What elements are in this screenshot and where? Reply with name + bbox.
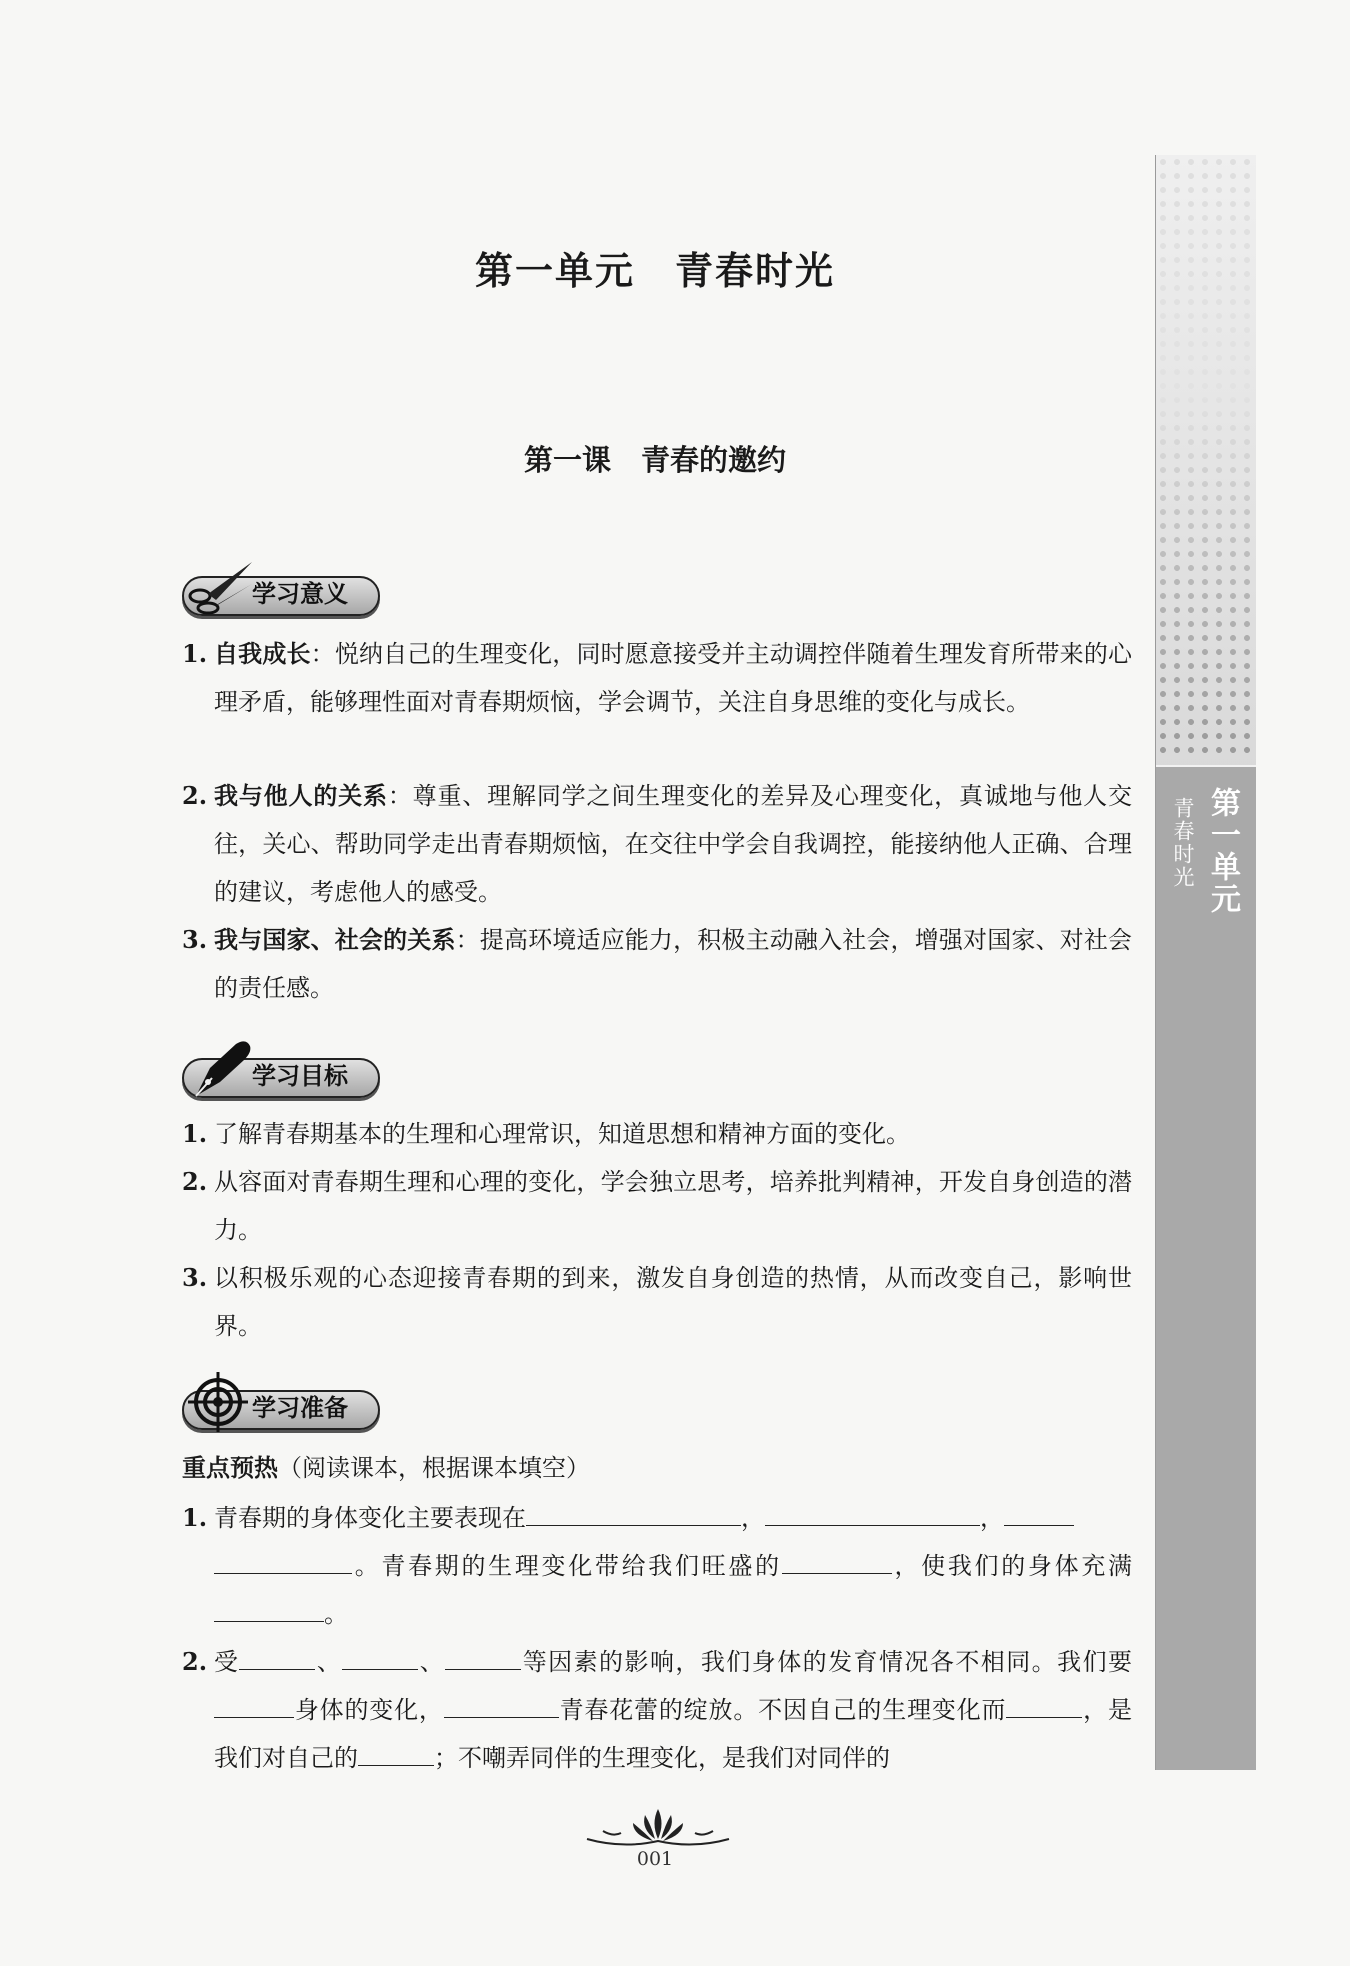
section-title: 学习目标 <box>252 1062 348 1090</box>
side-tab <box>1155 155 1256 1770</box>
question-text: 、 <box>418 1648 446 1676</box>
item-text: ：尊重、理解同学之间生理变化的差异及心理变化，真诚地与他人交往，关心、帮助同学走出青春期烦恼，在交往中学会自我调控，能接纳他人正确、合理的建议，考虑他人的感受。 <box>214 782 1133 906</box>
item-term: 自我成长 <box>214 640 311 668</box>
footer-ornament <box>583 1803 733 1849</box>
unit-title <box>0 240 1310 295</box>
item-number: 3. <box>182 1263 208 1292</box>
side-tab-unit: 第一单元 <box>1205 787 1240 915</box>
question-text: 等因素的影响，我们身体的发育情况各不相同。我们要 <box>521 1648 1133 1676</box>
fill-blank[interactable] <box>214 1591 324 1622</box>
section-header-goals <box>182 1054 382 1100</box>
fill-blank[interactable] <box>239 1639 315 1670</box>
fill-blank[interactable] <box>782 1543 892 1574</box>
item-number: 1. <box>182 1119 208 1148</box>
section-title: 学习准备 <box>252 1394 348 1422</box>
pen-icon <box>186 1038 256 1102</box>
fill-blank[interactable] <box>1004 1495 1074 1526</box>
question-text: ，是我们对自己的 <box>214 1696 1133 1772</box>
item-text: 了解青春期基本的生理和心理常识，知道思想和精神方面的变化。 <box>214 1120 910 1148</box>
fill-blank[interactable] <box>445 1639 521 1670</box>
question-text: 、 <box>315 1648 343 1676</box>
item-number: 3. <box>182 925 208 954</box>
question-text: 青春期的身体变化主要表现在 <box>214 1504 526 1532</box>
page-number: 001 <box>636 1848 674 1870</box>
fill-blank[interactable] <box>444 1687 559 1718</box>
item-text: 从容面对青春期生理和心理的变化，学会独立思考，培养批判精神，开发自身创造的潜力。 <box>214 1168 1132 1244</box>
fill-blank[interactable] <box>526 1495 741 1526</box>
item-text: 以积极乐观的心态迎接青春期的到来，激发自身创造的热情，从而改变自己，影响世界。 <box>214 1264 1132 1340</box>
item-number: 2. <box>182 1167 208 1196</box>
question-text: 。青春期的生理变化带给我们旺盛的 <box>352 1552 782 1580</box>
question-text: 青春花蕾的绽放。不因自己的生理变化而 <box>558 1696 1007 1724</box>
unit-title-unit: 第一单元 <box>474 248 635 293</box>
question-text: ，使我们的身体充满 <box>891 1552 1133 1580</box>
prep-question-1 <box>182 1494 1132 1638</box>
prep-heading-term: 重点预热 <box>182 1454 278 1482</box>
goal-item-2 <box>182 1158 1132 1254</box>
meaning-item-3 <box>182 916 1132 1012</box>
prep-heading-note: （阅读课本，根据课本填空） <box>278 1454 590 1482</box>
scissors-icon <box>186 556 256 616</box>
fill-blank[interactable] <box>358 1735 434 1766</box>
lesson-title-name: 青春的邀约 <box>641 443 787 477</box>
question-text: ， <box>980 1504 1004 1532</box>
item-term: 我与国家、社会的关系 <box>214 926 456 954</box>
question-text: 身体的变化， <box>294 1696 444 1724</box>
fill-blank[interactable] <box>214 1687 294 1718</box>
section-header-meaning <box>182 572 382 618</box>
item-text: ：悦纳自己的生理变化，同时愿意接受并主动调控伴随着生理发育所带来的心理矛盾，能够理性面对青春期烦恼，学会调节，关注自身思维的变化与成长。 <box>214 640 1133 716</box>
item-number: 2. <box>182 781 208 810</box>
question-text: 。 <box>324 1600 348 1628</box>
goal-item-1 <box>182 1110 1132 1158</box>
fill-blank[interactable] <box>214 1543 352 1574</box>
lesson-title <box>0 438 1310 479</box>
item-term: 我与他人的关系 <box>214 782 388 810</box>
question-text: ；不嘲弄同伴的生理变化，是我们对同伴的 <box>434 1744 890 1772</box>
fill-blank[interactable] <box>1006 1687 1082 1718</box>
prep-question-2 <box>182 1638 1132 1782</box>
lesson-title-lesson: 第一课 <box>523 443 611 477</box>
item-text: ：提高环境适应能力，积极主动融入社会，增强对国家、对社会的责任感。 <box>214 926 1133 1002</box>
target-icon <box>186 1370 250 1434</box>
item-number: 1. <box>182 639 208 668</box>
prep-heading <box>182 1448 590 1483</box>
item-number: 2. <box>182 1647 208 1676</box>
question-text: 受 <box>214 1648 240 1676</box>
meaning-item-1 <box>182 630 1132 726</box>
fill-blank[interactable] <box>765 1495 980 1526</box>
section-header-prep <box>182 1386 382 1432</box>
unit-title-name: 青春时光 <box>675 248 836 293</box>
fill-blank[interactable] <box>342 1639 418 1670</box>
question-text: ， <box>741 1504 765 1532</box>
goal-item-3 <box>182 1254 1132 1350</box>
item-number: 1. <box>182 1503 208 1532</box>
meaning-item-2 <box>182 772 1132 916</box>
section-title: 学习意义 <box>252 580 348 608</box>
side-tab-label <box>1156 765 1256 1770</box>
side-tab-subtitle: 青春时光 <box>1171 797 1195 889</box>
